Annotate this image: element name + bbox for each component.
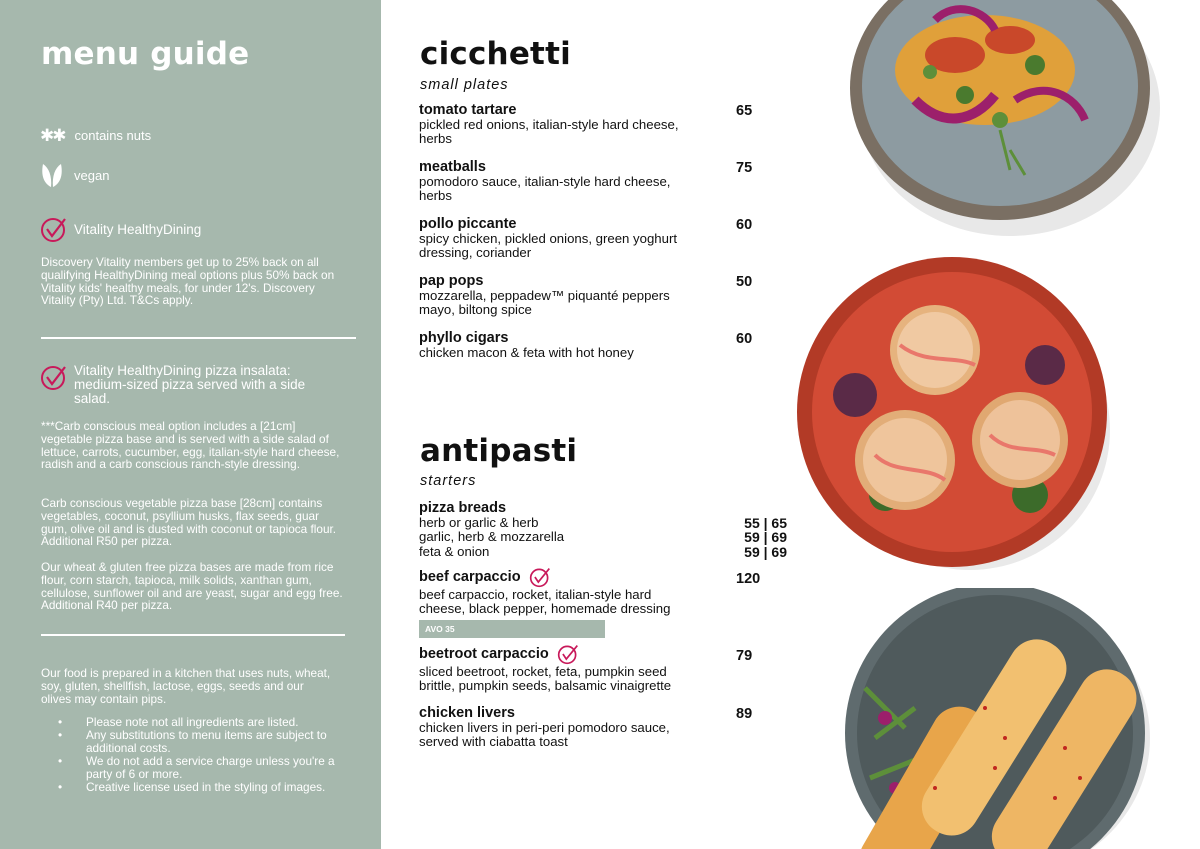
menu-item	[419, 217, 789, 261]
item-price: 79	[736, 648, 753, 664]
legend-vitality-label: Vitality HealthyDining	[74, 221, 202, 237]
item-description: beef carpaccio, rocket, italian-style hard cheese, black pepper, homemade dressing	[419, 587, 671, 617]
section-subtitle-cicchetti: small plates	[420, 77, 509, 93]
option-description: herb or garlic & herb	[419, 515, 539, 530]
menu-item	[419, 103, 789, 147]
item-name-row	[419, 643, 789, 665]
note-item: • Please note not all ingredients are listed.	[58, 716, 348, 729]
legend-vitality	[40, 216, 201, 242]
item-name: phyllo cigars	[419, 330, 509, 346]
vitality-description: Discovery Vitality members get up to 25% back on all qualifying HealthyDining meal options plus 50% back on Vitality kids' healthy meals, for under 12's. Discovery Vitality (Pty) Ltd. T&Cs apply.	[41, 255, 335, 308]
vitality-check-icon	[40, 364, 68, 390]
vegan-leaf-icon	[40, 162, 64, 188]
pizza-bread-option	[419, 530, 787, 544]
carb-base-note: Carb conscious vegetable pizza base [28cm] contains vegetables, coconut, psyllium husks, flax seeds, guar gum, olive oil and is dusted with coconut or tapioca flour. Additional R50 per pizza.	[41, 496, 337, 549]
item-description: chicken livers in peri-peri pomodoro sauce, served with ciabatta toast	[419, 720, 670, 750]
option-price: 55 | 65	[744, 515, 787, 531]
item-price: 50	[736, 274, 753, 290]
item-name: chicken livers	[419, 705, 515, 721]
note-item: • Creative license used in the styling of images.	[58, 781, 348, 794]
tomato-tartare-photo	[835, 0, 1165, 240]
item-description: chicken macon & feta with hot honey	[419, 345, 634, 360]
pizza-bread-option	[419, 516, 787, 530]
nuts-icon: ✱✱	[40, 126, 65, 145]
option-price: 59 | 69	[744, 543, 787, 560]
section-title-antipasti: antipasti	[420, 433, 578, 469]
pizza-insalata-note	[40, 364, 340, 406]
item-name: tomato tartare	[419, 102, 517, 118]
menu-item-pizza-breads	[419, 501, 789, 559]
kitchen-note: Our food is prepared in a kitchen that uses nuts, wheat, soy, gluten, shellfish, lactose, eggs, seeds and our olives may contain pips.	[41, 666, 331, 706]
note-item: • Any substitutions to menu items are subject to additional costs.	[58, 729, 348, 755]
item-name: beetroot carpaccio	[419, 645, 549, 662]
pizza-insalata-text: Vitality HealthyDining pizza insalata: medium-sized pizza served with a side salad.	[74, 363, 306, 406]
legend-nuts-label: contains nuts	[74, 128, 152, 143]
section-title-cicchetti: cicchetti	[420, 36, 571, 72]
item-price: 65	[736, 103, 753, 119]
carb-option-note: ***Carb conscious meal option includes a [21cm] vegetable pizza base and is served with a side salad of lettuce, carrots, cucumber, egg, italian-style hard cheese, radish and a carb conscious ranch-style dressing.	[41, 419, 340, 472]
pizza-bread-options	[419, 516, 789, 559]
option-price: 59 | 69	[744, 529, 787, 546]
avocado-addon-tag: AVO 35	[419, 620, 605, 638]
item-price: 120	[736, 571, 761, 587]
sidebar-title: menu guide	[41, 36, 250, 72]
item-name-row	[419, 566, 789, 588]
item-description: sliced beetroot, rocket, feta, pumpkin seed brittle, pumpkin seeds, balsamic vinaigrette	[419, 664, 672, 694]
legend-nuts	[40, 127, 151, 144]
item-price: 89	[736, 706, 753, 722]
menu-item	[419, 160, 789, 204]
menu-guide-sidebar	[0, 0, 381, 849]
legend-vegan-label: vegan	[74, 167, 110, 183]
item-name: pap pops	[419, 273, 484, 289]
menu-item	[419, 643, 789, 694]
notes-list	[58, 716, 348, 794]
item-name: meatballs	[419, 159, 486, 175]
item-price: 75	[736, 160, 753, 176]
item-name: beef carpaccio	[419, 568, 521, 585]
item-price: 60	[736, 331, 753, 347]
menu-item	[419, 331, 789, 360]
option-description: garlic, herb & mozzarella	[419, 529, 565, 545]
vitality-check-icon	[527, 566, 553, 588]
vitality-check-icon	[40, 216, 68, 242]
item-description: pickled red onions, italian-style hard cheese, herbs	[419, 117, 679, 147]
pizza-bread-option	[419, 545, 787, 559]
legend-vegan	[40, 162, 109, 188]
item-description: pomodoro sauce, italian-style hard cheese, herbs	[419, 174, 671, 204]
menu-item	[419, 706, 789, 750]
item-name: pollo piccante	[419, 216, 517, 232]
item-description: mozzarella, peppadew™ piquanté peppers mayo, biltong spice	[419, 288, 670, 318]
gluten-free-note: Our wheat & gluten free pizza bases are made from rice flour, corn starch, tapioca, milk solids, xanthan gum, cellulose, sunflower oil and are yeast, sugar and egg free. Additional R40 per pizza.	[41, 560, 343, 613]
menu-item	[419, 566, 789, 617]
sidebar-divider-1	[41, 337, 356, 339]
phyllo-cigars-photo	[835, 588, 1180, 849]
section-subtitle-antipasti: starters	[420, 473, 477, 489]
note-item: • We do not add a service charge unless you're a party of 6 or more.	[58, 755, 348, 781]
menu-item	[419, 274, 789, 318]
item-name: pizza breads	[419, 500, 507, 516]
item-description: spicy chicken, pickled onions, green yoghurt dressing, coriander	[419, 231, 678, 261]
vitality-check-icon	[555, 643, 581, 665]
item-price: 60	[736, 217, 753, 233]
pap-pops-photo	[795, 255, 1115, 575]
sidebar-divider-2	[41, 634, 345, 636]
option-description: feta & onion	[419, 543, 490, 559]
